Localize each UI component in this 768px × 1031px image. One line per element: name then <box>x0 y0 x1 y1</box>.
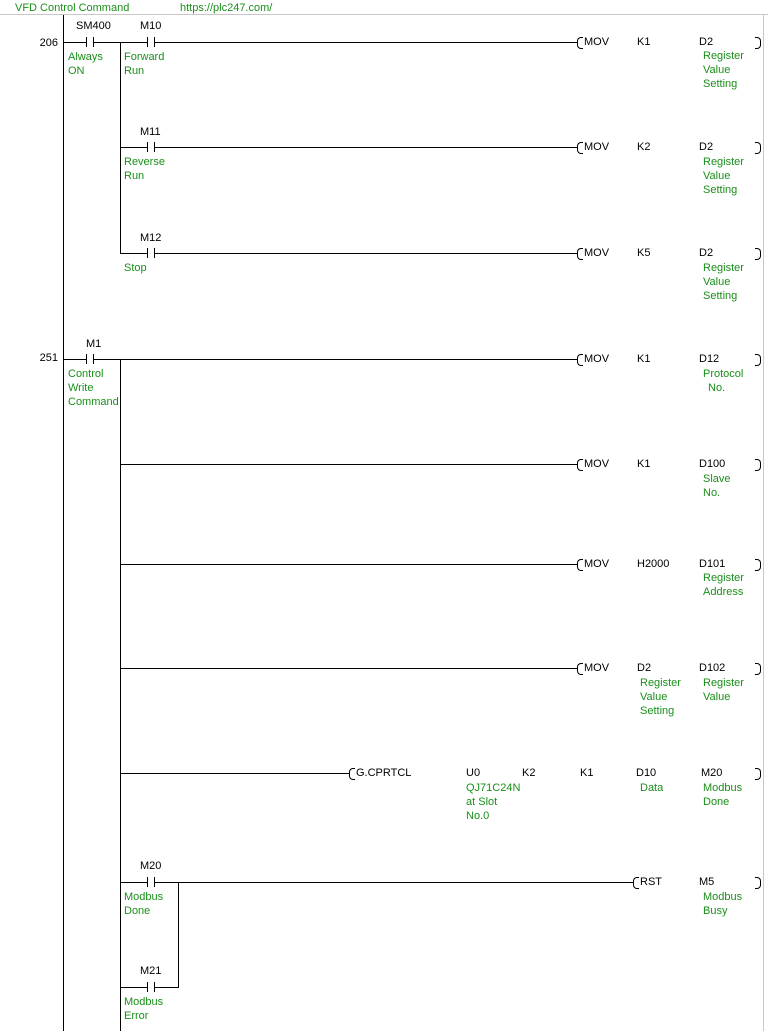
mov-instruction[interactable]: MOV <box>584 247 610 259</box>
mov-bracket-left <box>577 559 583 571</box>
step-number-206[interactable]: 206 <box>39 37 58 49</box>
m11-comment: Reverse Run <box>124 156 165 182</box>
m10-device-label: M10 <box>140 20 162 32</box>
mov-destination[interactable]: D2 <box>699 247 714 259</box>
rung251-wire <box>120 882 141 883</box>
d10-comment: Data <box>640 782 664 794</box>
mov-bracket-left <box>577 459 583 471</box>
rung251-wire <box>63 359 80 360</box>
sm400-comment: Always ON <box>68 51 103 77</box>
sm400-device-label: SM400 <box>76 20 111 32</box>
cprtcl-bracket-left <box>349 768 355 780</box>
m11-contact[interactable] <box>141 142 161 152</box>
mov-source[interactable]: K5 <box>637 247 651 259</box>
m21-parallel-branch-line <box>178 882 179 987</box>
d2-source-comment: Register Value Setting <box>640 677 681 717</box>
mov-bracket-right <box>755 37 761 49</box>
mov-instruction[interactable]: MOV <box>584 36 610 48</box>
m11-device-label: M11 <box>140 126 161 138</box>
mov-source[interactable]: K1 <box>637 458 651 470</box>
cprtcl-instruction[interactable]: G.CPRTCL <box>356 767 412 779</box>
rung251-wire <box>120 773 349 774</box>
m12-comment: Stop <box>124 262 147 274</box>
rung206-wire <box>120 253 141 254</box>
mov-bracket-right <box>755 354 761 366</box>
m1-contact[interactable] <box>80 354 100 364</box>
m20-device-label: M20 <box>140 860 162 872</box>
rst-destination[interactable]: M5 <box>699 876 715 888</box>
m21-contact[interactable] <box>141 982 161 992</box>
rst-instruction[interactable]: RST <box>640 876 662 888</box>
d12-comment: Protocol No. <box>703 368 744 394</box>
cprtcl-bracket-right <box>755 768 761 780</box>
mov-destination[interactable]: D102 <box>699 662 726 674</box>
mov-bracket-right <box>755 142 761 154</box>
mov-source[interactable]: K2 <box>637 141 651 153</box>
rung251-wire <box>120 564 577 565</box>
mov-destination[interactable]: D101 <box>699 558 726 570</box>
rung251-wire <box>161 987 179 988</box>
rung206-wire <box>161 42 577 43</box>
mov-destination[interactable]: D2 <box>699 36 714 48</box>
rung251-wire <box>100 359 577 360</box>
m5-comment: Modbus Busy <box>703 891 743 917</box>
d2-comment: Register Value Setting <box>703 262 744 302</box>
mov-instruction[interactable]: MOV <box>584 558 610 570</box>
rung206-branch-line <box>120 42 121 254</box>
mov-bracket-right <box>755 663 761 675</box>
rst-bracket-left <box>633 877 639 889</box>
cprtcl-operand-d10[interactable]: D10 <box>636 767 657 779</box>
rung251-wire <box>161 882 633 883</box>
m20-comment: Modbus Done <box>124 891 164 917</box>
mov-source[interactable]: K1 <box>637 353 651 365</box>
rung251-wire <box>120 668 577 669</box>
editor-right-border <box>763 14 764 1031</box>
cprtcl-operand-m20[interactable]: M20 <box>701 767 723 779</box>
mov-instruction[interactable]: MOV <box>584 458 610 470</box>
editor-top-border <box>0 14 768 15</box>
sm400-contact[interactable] <box>80 37 100 47</box>
mov-bracket-left <box>577 354 583 366</box>
mov-destination[interactable]: D2 <box>699 141 714 153</box>
mov-source[interactable]: K1 <box>637 36 651 48</box>
d102-comment: Register Value <box>703 677 744 703</box>
rung206-wire <box>161 253 577 254</box>
m10-contact[interactable] <box>141 37 161 47</box>
header-url[interactable]: https://plc247.com/ <box>180 2 273 14</box>
d101-comment: Register Address <box>703 572 744 598</box>
cprtcl-operand-k2[interactable]: K2 <box>522 767 536 779</box>
rung206-wire <box>161 147 577 148</box>
m10-comment: Forward Run <box>124 51 165 77</box>
left-power-rail <box>63 15 64 1031</box>
u0-comment: QJ71C24N at Slot No.0 <box>466 782 521 822</box>
m1-comment: Control Write Command <box>68 368 119 408</box>
mov-bracket-left <box>577 37 583 49</box>
rung206-wire <box>120 147 141 148</box>
m1-device-label: M1 <box>86 338 102 350</box>
d100-comment: Slave No. <box>703 473 731 499</box>
mov-instruction[interactable]: MOV <box>584 662 610 674</box>
m21-device-label: M21 <box>140 965 162 977</box>
m20-contact[interactable] <box>141 877 161 887</box>
m12-contact[interactable] <box>141 248 161 258</box>
rung206-wire <box>63 42 80 43</box>
program-title: VFD Control Command <box>15 2 130 14</box>
mov-destination[interactable]: D100 <box>699 458 726 470</box>
m20-output-comment: Modbus Done <box>703 782 743 808</box>
mov-source[interactable]: D2 <box>637 662 652 674</box>
step-number-251[interactable]: 251 <box>39 352 58 364</box>
mov-bracket-right <box>755 559 761 571</box>
rst-bracket-right <box>755 877 761 889</box>
rung251-wire <box>120 464 577 465</box>
cprtcl-operand-k1[interactable]: K1 <box>580 767 594 779</box>
mov-bracket-left <box>577 142 583 154</box>
mov-bracket-left <box>577 248 583 260</box>
mov-bracket-right <box>755 248 761 260</box>
mov-source[interactable]: H2000 <box>637 558 670 570</box>
mov-instruction[interactable]: MOV <box>584 353 610 365</box>
d2-comment: Register Value Setting <box>703 50 744 90</box>
d2-comment: Register Value Setting <box>703 156 744 196</box>
m12-device-label: M12 <box>140 232 162 244</box>
rung251-branch-line <box>120 359 121 1031</box>
mov-instruction[interactable]: MOV <box>584 141 610 153</box>
mov-bracket-right <box>755 459 761 471</box>
m21-comment: Modbus Error <box>124 996 164 1022</box>
cprtcl-operand-u0[interactable]: U0 <box>466 767 481 779</box>
mov-bracket-left <box>577 663 583 675</box>
mov-destination[interactable]: D12 <box>699 353 720 365</box>
rung251-wire <box>120 987 141 988</box>
